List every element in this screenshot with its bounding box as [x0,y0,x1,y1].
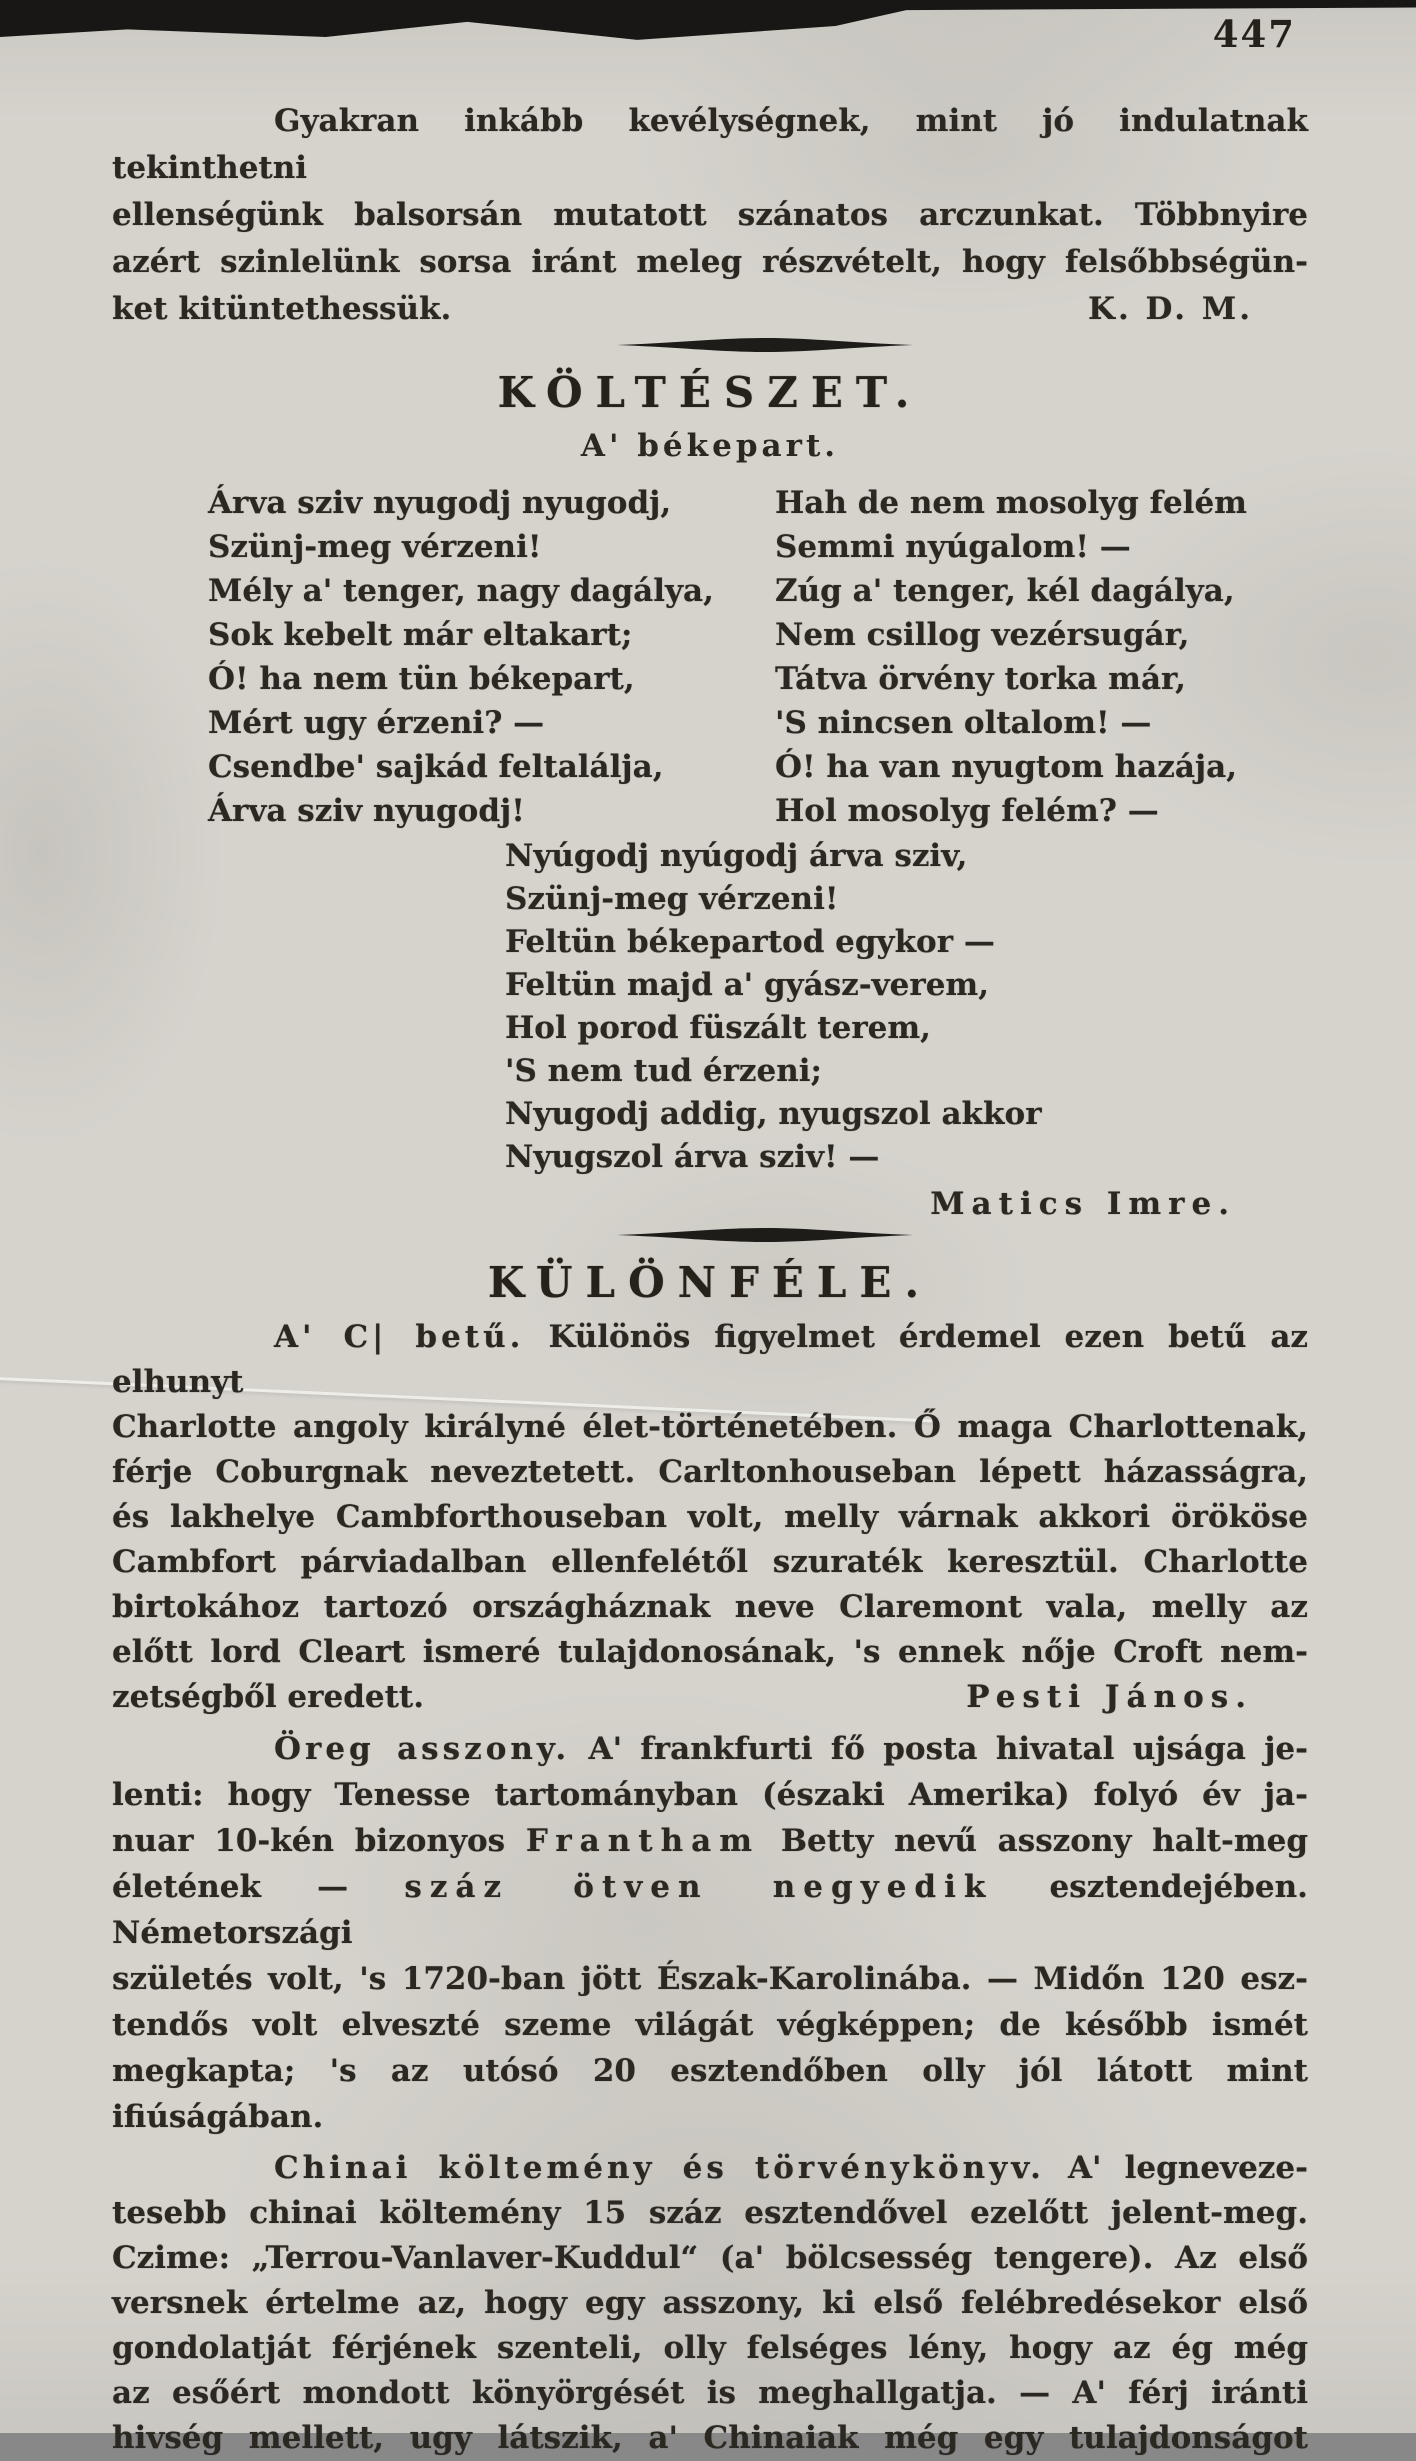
article-lead-in: Chinai költemény és törvénykönyv. [274,2150,1045,2186]
swelled-rule-icon [615,337,915,353]
poem-line: Feltün békepartod egykor — [505,924,995,960]
text-line: hivség mellett, ugy látszik, a' Chinaiak még egy tulajdonságot [112,2420,1308,2456]
poem-line: Nyúgodj nyúgodj árva sziv, [505,838,968,874]
text-line: azért szinlelünk sorsa iránt meleg részvételt, hogy felsőbbségün- [112,244,1308,280]
poem-line: Hol porod füszált terem, [505,1010,931,1046]
swelled-rule-icon [615,1227,915,1243]
poem-stanza-right [775,481,1247,833]
text-line: Czime: „Terrou-Vanlaver-Kuddul“ (a' bölcsesség tengere). Az első [112,2240,1308,2276]
text-line [112,1315,1308,1405]
text-line: férje Coburgnak neveztetett. Carltonhouseban lépett házasságra, [112,1454,1308,1490]
page-number: 447 [1212,12,1296,56]
swelled-rule-divider [112,337,1308,353]
text-line [112,1675,1308,1720]
text-line [112,2146,1308,2191]
author-name: Pesti János. [966,1679,1253,1715]
text-fragment: A' legneveze- [1068,2150,1308,2186]
article-old-woman [112,1726,1308,2140]
article-lead-in: Öreg asszony. [274,1731,571,1767]
poem-line: Ó! ha nem tün békepart, [208,661,635,697]
text-fragment: ket kitüntethessük. [112,291,452,327]
article-c-letter [112,1315,1308,1720]
text-fragment: zetségből eredett. [112,1679,425,1715]
text-line: tesebb chinai költemény 15 száz esztendővel ezelőtt jelent-meg. [112,2195,1308,2231]
poem-line: Szünj-meg vérzeni! [505,881,839,917]
person-name: Frantham [525,1823,761,1859]
poem-line: Árva sziv nyugodj! [208,793,525,829]
emphasized-age: száz ötven negyedik [404,1869,994,1905]
text-line: születés volt, 's 1720-ban jött Észak-Karolinába. — Midőn 120 esz- [112,1961,1308,1997]
text-line: az esőért mondott könyörgését is meghallgatja. — A' férj iránti [112,2375,1308,2411]
intro-paragraph [112,98,1308,333]
text-fragment: életének — [112,1869,349,1905]
poem-line: Feltün majd a' gyász-verem, [505,967,990,1003]
text-line [112,1864,1308,1956]
article-chinese-poem [112,2146,1308,2461]
poem-stanza-center [505,835,1308,1179]
text-line [112,1726,1308,1772]
misc-section-heading: KÜLÖNFÉLE. [487,1258,933,1307]
poem-author-byline [112,1185,1308,1223]
poem-line: Szünj-meg vérzeni! [208,529,542,565]
poem-two-columns [112,481,1308,833]
text-fragment: Különös figyelmet érdemel ezen betű az elhunyt [112,1319,1309,1400]
poem-line: Zúg a' tenger, kél dagálya, [775,573,1235,609]
text-line: megkapta; 's az utósó 20 esztendőben olly jól látott mint ifiúságában. [112,2053,1308,2135]
text-line: és lakhelye Cambforthouseban volt, melly várnak akkori örököse [112,1499,1308,1535]
poem-line: 'S nem tud érzeni; [505,1053,822,1089]
poem-line: Mért ugy érzeni? — [208,705,545,741]
text-line [112,286,1308,333]
text-line [112,1818,1308,1864]
poem-line: Mély a' tenger, nagy dagálya, [208,573,714,609]
text-line: gondolatját férjének szenteli, olly felséges lény, hogy az ég még [112,2330,1308,2366]
poem-line: Hol mosolyg felém? — [775,793,1159,829]
author-initials: K. D. M. [1088,291,1253,327]
text-fragment: A' frankfurti fő posta hivatal ujsága je- [588,1731,1308,1767]
poetry-section-heading: KÖLTÉSZET. [497,368,923,417]
poem-line: Sok kebelt már eltakart; [208,617,633,653]
swelled-rule-divider [112,1227,1308,1243]
text-line: Charlotte angoly királyné élet-történetében. Ő maga Charlottenak, [112,1409,1308,1445]
poem-line: 'S nincsen oltalom! — [775,705,1152,741]
text-fragment: esztendejében. Németországi [112,1869,1308,1951]
poem-line: Tátva örvény torka már, [775,661,1186,697]
text-line: Gyakran inkább kevélységnek, mint jó indulatnak tekinthetni [112,103,1308,186]
poem-line: Ó! ha van nyugtom hazája, [775,749,1238,785]
poem-line: Csendbe' sajkád feltalálja, [208,749,664,785]
text-fragment: Betty nevű asszony halt-meg [780,1823,1309,1859]
author-name: Matics Imre. [930,1186,1236,1222]
text-line: lenti: hogy Tenesse tartományban (északi Amerika) folyó év ja- [112,1777,1308,1813]
text-fragment: nuar 10-kén bizonyos [112,1823,506,1859]
text-line: ellenségünk balsorsán mutatott szánatos arczunkat. Többnyire [112,197,1308,233]
article-lead-in: A' C| betű. [274,1319,525,1355]
text-line: birtokához tartozó országháznak neve Claremont vala, melly az [112,1589,1308,1625]
poem-line: Nem csillog vezérsugár, [775,617,1190,653]
text-line: Cambfort párviadalban ellenfelétől szuraték keresztül. Charlotte [112,1544,1308,1580]
poem-line: Nyugszol árva sziv! — [505,1139,880,1175]
poem-line: Semmi nyúgalom! — [775,529,1131,565]
poem-line: Árva sziv nyugodj nyugodj, [208,485,672,521]
text-line: versnek értelme az, hogy egy asszony, ki első felébredésekor első [112,2285,1308,2321]
text-line: előtt lord Cleart ismeré tulajdonosának, 's ennek nője Croft nem- [112,1634,1308,1670]
poem-line: Nyugodj addig, nyugszol akkor [505,1096,1042,1132]
page-content [112,0,1308,2461]
poem-title: A' békepart. [580,428,840,464]
text-line: tendős volt elveszté szeme világát végképpen; de később ismét [112,2007,1308,2043]
poem-stanza-left [208,481,714,833]
poem-line: Hah de nem mosolyg felém [775,485,1247,521]
